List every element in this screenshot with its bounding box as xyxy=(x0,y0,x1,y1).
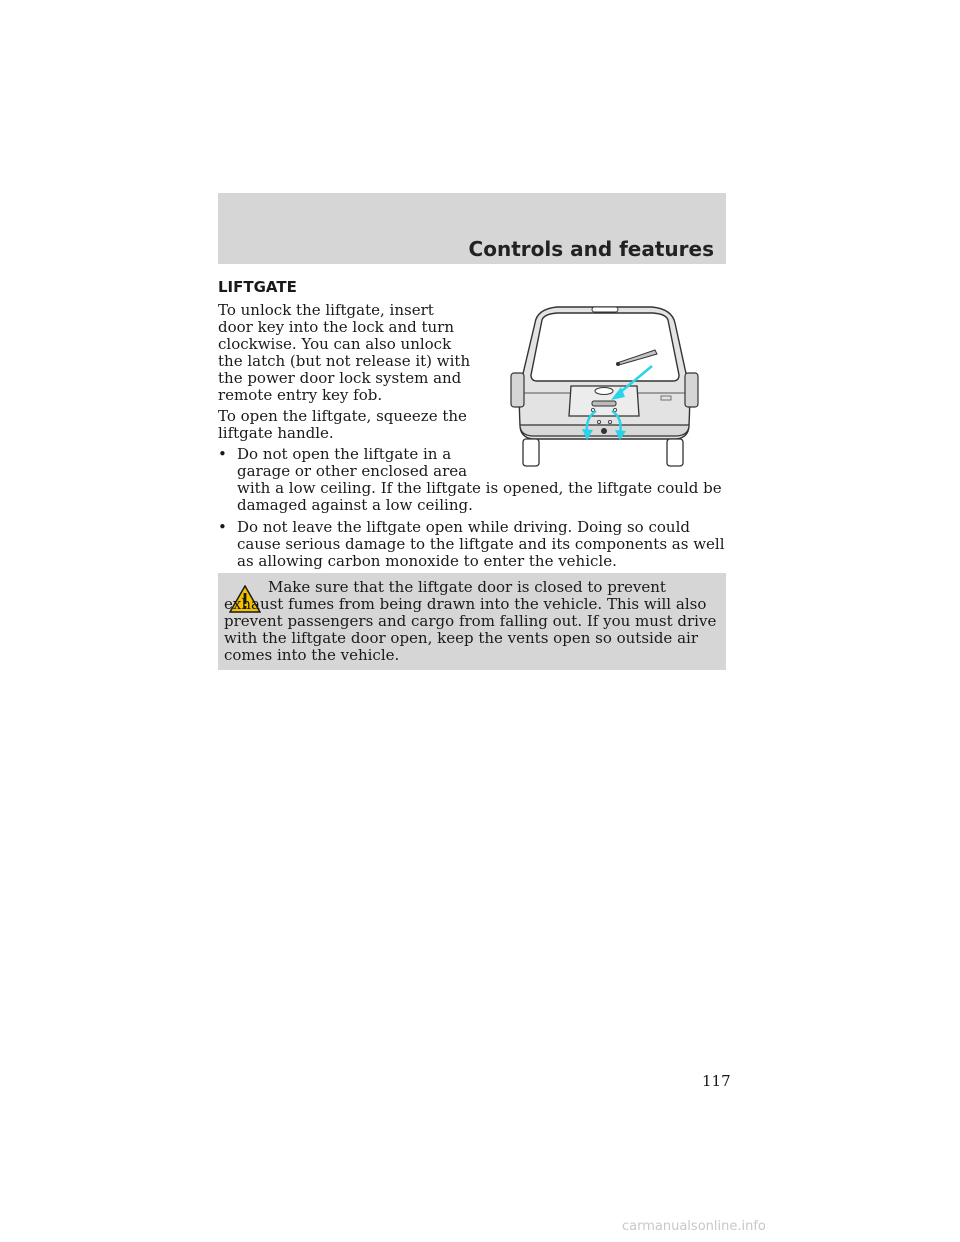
bullet-text-continued: with a low ceiling. If the liftgate is opened, the liftgate could be damaged against a low ceiling. xyxy=(237,479,722,514)
page-number: 117 xyxy=(702,1072,731,1090)
bullet-text: Do not leave the liftgate open while driving. Doing so could cause serious damage to the liftgate and its components as well as allowing carbon monoxide to enter the vehicle. xyxy=(237,518,725,570)
watermark: carmanualsonline.info xyxy=(622,1219,766,1234)
bullet-text: Do not open the liftgate in a garage or other enclosed area xyxy=(237,445,468,480)
warning-box xyxy=(218,573,726,670)
open-paragraph: To open the liftgate, squeeze the liftgate handle. xyxy=(218,407,467,442)
bullet-symbol: • xyxy=(218,445,227,463)
liftgate-illustration xyxy=(507,303,702,473)
bullet-symbol: • xyxy=(218,518,227,536)
warning-text: Make sure that the liftgate door is closed to prevent exhaust fumes from being drawn into the vehicle. This will also prevent passengers and cargo from falling out. If you must drive with the liftgate door open, keep the vents open so outside air comes into the vehicle. xyxy=(224,578,717,664)
section-title: Controls and features xyxy=(468,237,714,261)
liftgate-heading: LIFTGATE xyxy=(218,278,297,296)
unlock-paragraph: To unlock the liftgate, insert door key into the lock and turn clockwise. You can also unlock the latch (but not release it) with the power door lock system and remote entry key fob. xyxy=(218,301,471,404)
section-header-band xyxy=(218,193,726,264)
